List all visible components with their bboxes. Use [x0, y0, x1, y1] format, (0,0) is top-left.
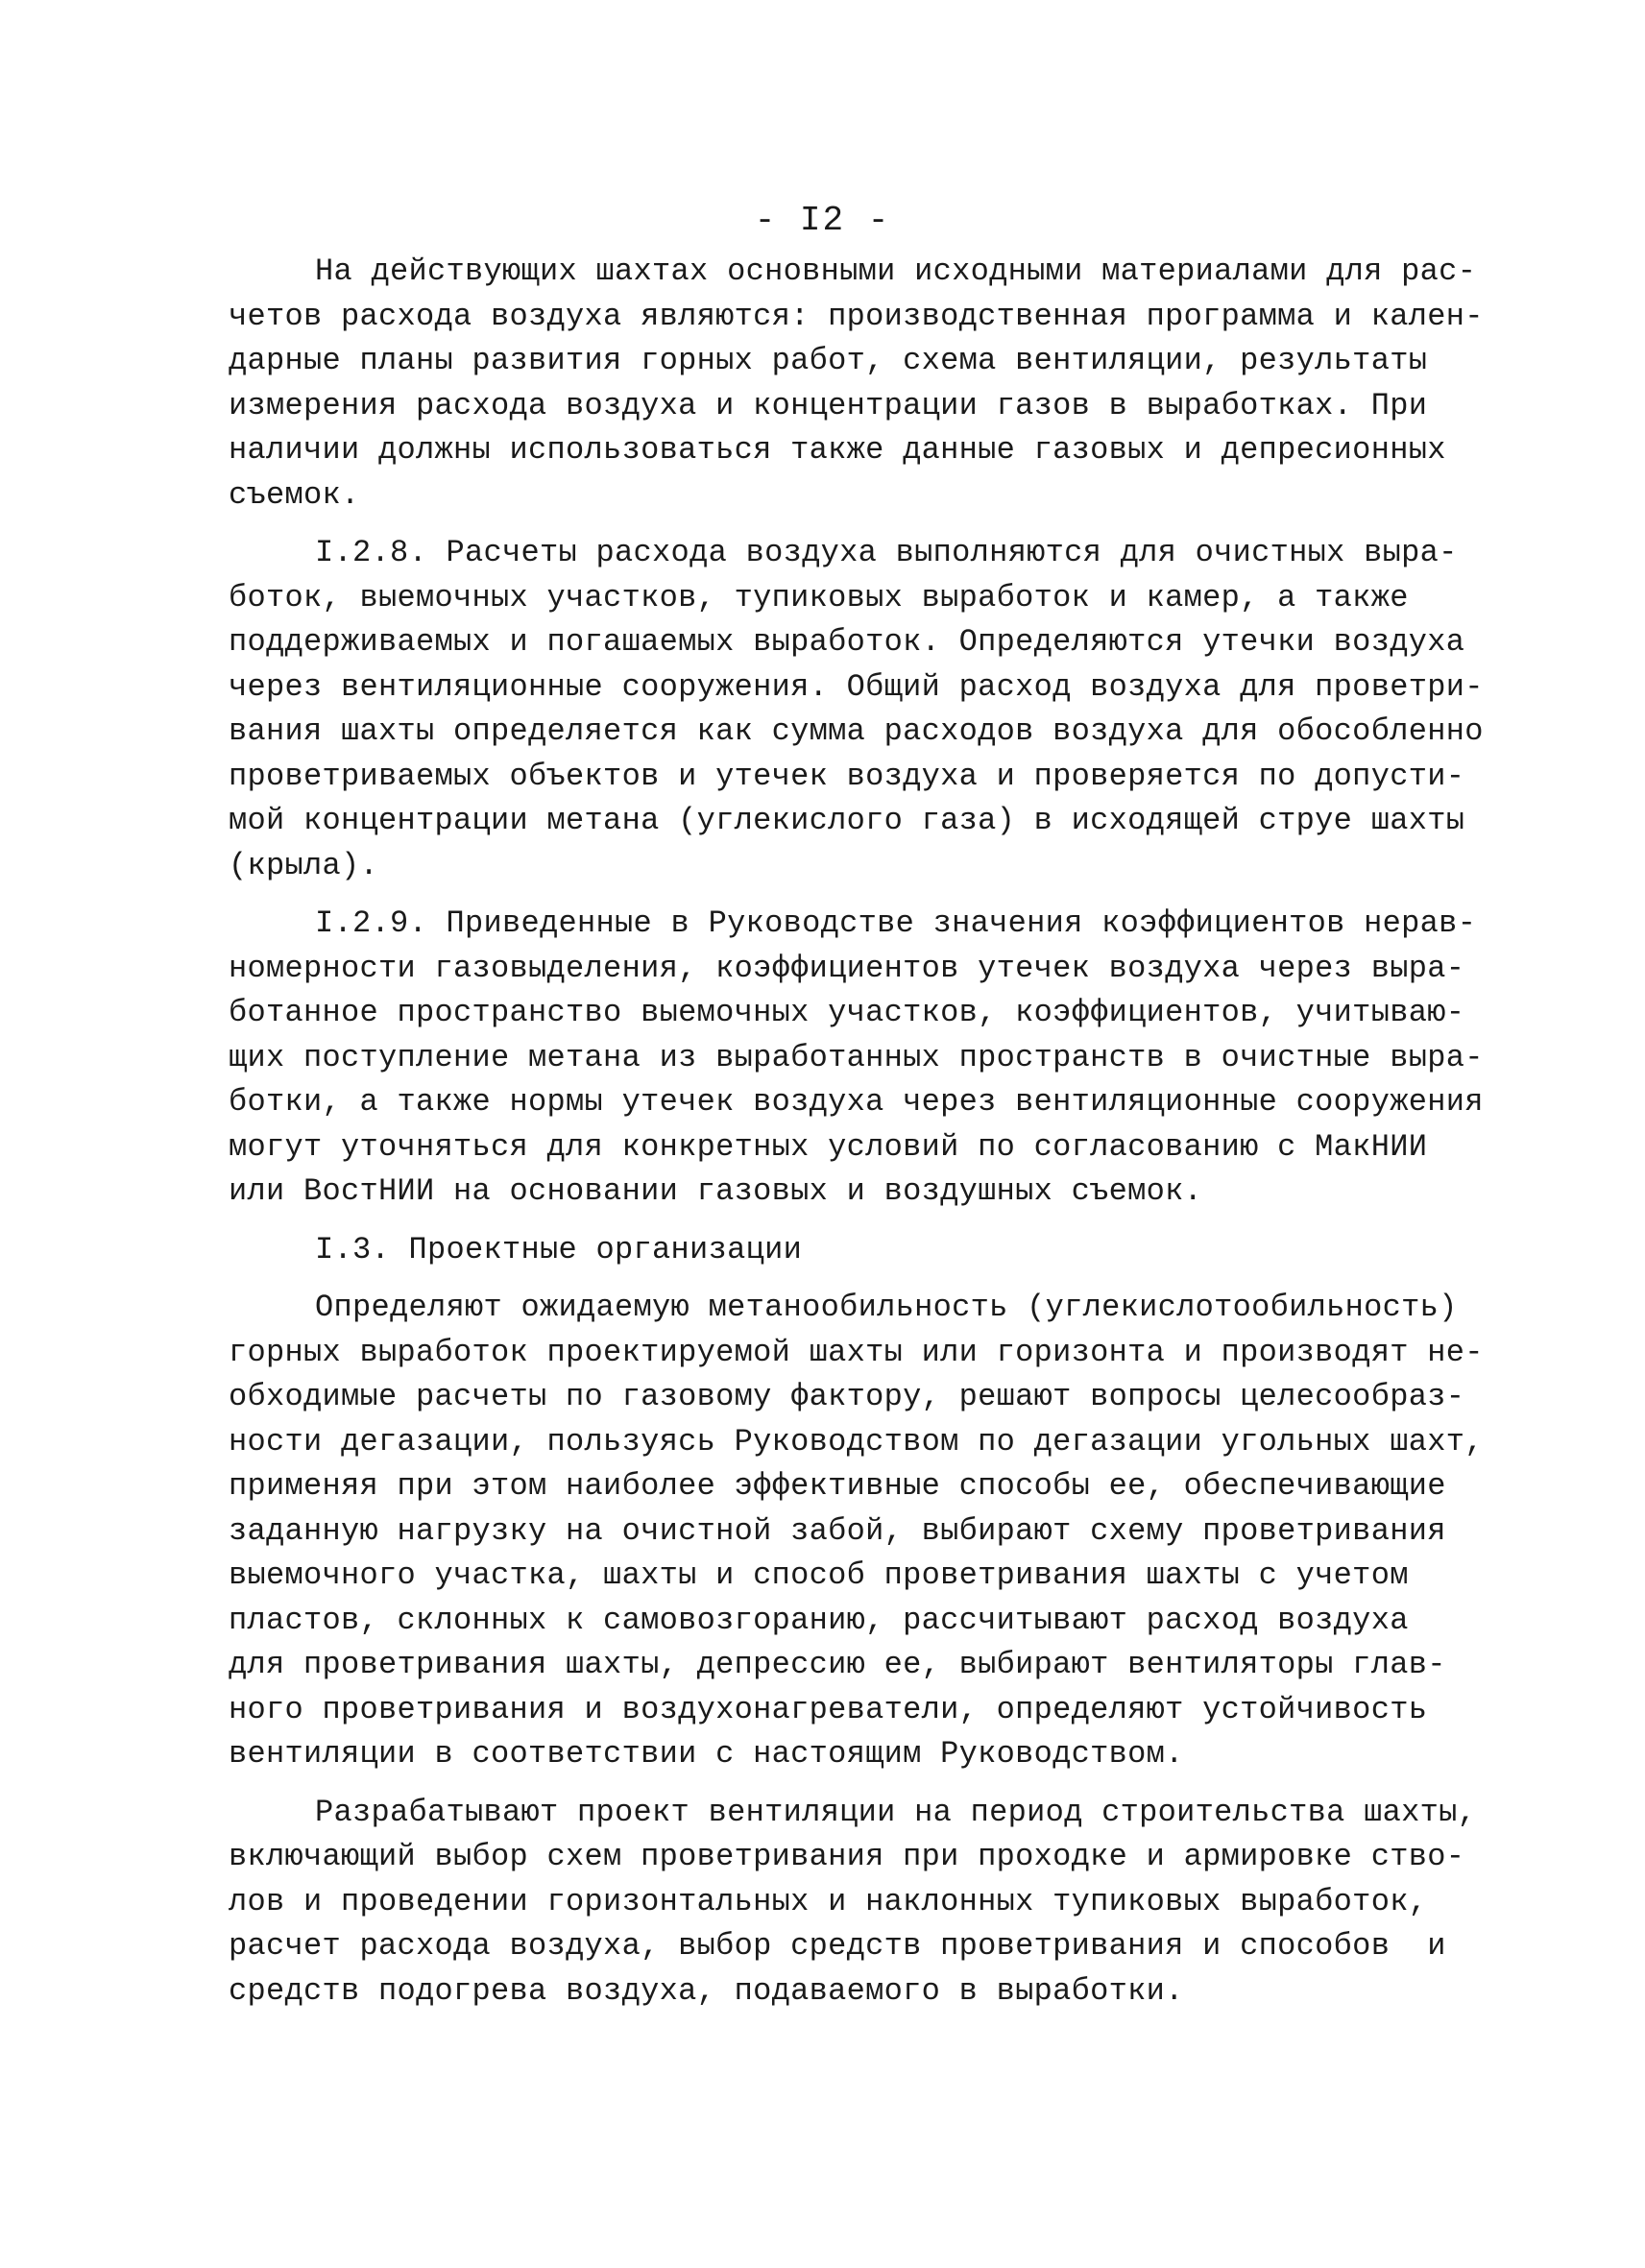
- paragraph-section-1-2-9: [229, 902, 1484, 1215]
- text-line: вания шахты определяется как сумма расходов воздуха для обособленно: [229, 713, 1484, 749]
- text-line: применяя при этом наиболее эффективные способы ее, обеспечивающие: [229, 1468, 1446, 1504]
- paragraph-source-materials: [229, 250, 1484, 518]
- text-line: поддерживаемых и погашаемых выработок. Определяются утечки воздуха: [229, 624, 1465, 660]
- paragraph-design-orgs-develop: [229, 1791, 1477, 2015]
- text-line: средств подогрева воздуха, подаваемого в выработки.: [229, 1972, 1184, 2009]
- paragraph-section-1-2-8: [229, 531, 1484, 888]
- text-line: На действующих шахтах основными исходными материалами для рас-: [315, 253, 1477, 289]
- page-number: - I2 -: [754, 201, 891, 240]
- text-line: ного проветривания и воздухонагреватели, определяют устойчивость: [229, 1691, 1428, 1727]
- text-line: I.2.8. Расчеты расхода воздуха выполняются для очистных выра-: [315, 535, 1458, 570]
- text-line: дарные планы развития горных работ, схема вентиляции, результаты: [229, 343, 1428, 378]
- paragraph-design-orgs-determine: [229, 1286, 1484, 1777]
- document-body: [229, 250, 1484, 2027]
- text-line: наличии должны использоваться также данные газовых и депресионных: [229, 432, 1446, 468]
- text-line: четов расхода воздуха являются: производственная программа и кален-: [229, 298, 1484, 334]
- text-line: ности дегазации, пользуясь Руководством по дегазации угольных шахт,: [229, 1423, 1484, 1460]
- text-line: или ВостНИИ на основании газовых и воздушных съемок.: [229, 1173, 1203, 1209]
- section-heading-1-3: [229, 1228, 1467, 1273]
- text-line: обходимые расчеты по газовому фактору, решают вопросы целесообраз-: [229, 1379, 1465, 1414]
- text-line: для проветривания шахты, депрессию ее, выбирают вентиляторы глав-: [229, 1647, 1446, 1682]
- text-line: (крыла).: [229, 847, 379, 883]
- text-line: вентиляции в соответствии с настоящим Руководством.: [229, 1736, 1184, 1772]
- text-line: заданную нагрузку на очистной забой, выбирают схему проветривания: [229, 1512, 1446, 1549]
- section-heading: I.3. Проектные организации: [315, 1231, 803, 1267]
- text-line: ботанное пространство выемочных участков, коэффициентов, учитываю-: [229, 995, 1465, 1030]
- text-line: съемок.: [229, 476, 360, 513]
- text-line: включающий выбор схем проветривания при проходке и армировке ство-: [229, 1839, 1465, 1874]
- text-line: горных выработок проектируемой шахты или горизонта и производят не-: [229, 1334, 1484, 1370]
- text-line: расчет расхода воздуха, выбор средств проветривания и способов и: [229, 1928, 1446, 1964]
- text-line: номерности газовыделения, коэффициентов утечек воздуха через выра-: [229, 950, 1465, 986]
- text-line: лов и проведении горизонтальных и наклонных тупиковых выработок,: [229, 1883, 1428, 1919]
- text-line: пластов, склонных к самовозгоранию, рассчитывают расход воздуха: [229, 1602, 1409, 1638]
- text-line: мой концентрации метана (углекислого газа) в исходящей струе шахты: [229, 803, 1465, 838]
- text-line: I.2.9. Приведенные в Руководстве значения коэффициентов нерав-: [315, 905, 1477, 941]
- text-line: щих поступление метана из выработанных пространств в очистные выра-: [229, 1039, 1484, 1075]
- text-line: проветриваемых объектов и утечек воздуха и проверяется по допусти-: [229, 758, 1465, 794]
- text-line: Разрабатывают проект вентиляции на период строительства шахты,: [315, 1794, 1477, 1830]
- text-line: через вентиляционные сооружения. Общий расход воздуха для проветри-: [229, 668, 1484, 705]
- text-line: Определяют ожидаемую метанообильность (углекислотообильность): [315, 1290, 1458, 1325]
- text-line: боток, выемочных участков, тупиковых выработок и камер, а также: [229, 579, 1409, 615]
- text-line: выемочного участка, шахты и способ проветривания шахты с учетом: [229, 1557, 1409, 1593]
- text-line: измерения расхода воздуха и концентрации газов в выработках. При: [229, 387, 1428, 423]
- text-line: могут уточняться для конкретных условий по согласованию с МакНИИ: [229, 1128, 1428, 1165]
- text-line: ботки, а также нормы утечек воздуха через вентиляционные сооружения: [229, 1084, 1484, 1120]
